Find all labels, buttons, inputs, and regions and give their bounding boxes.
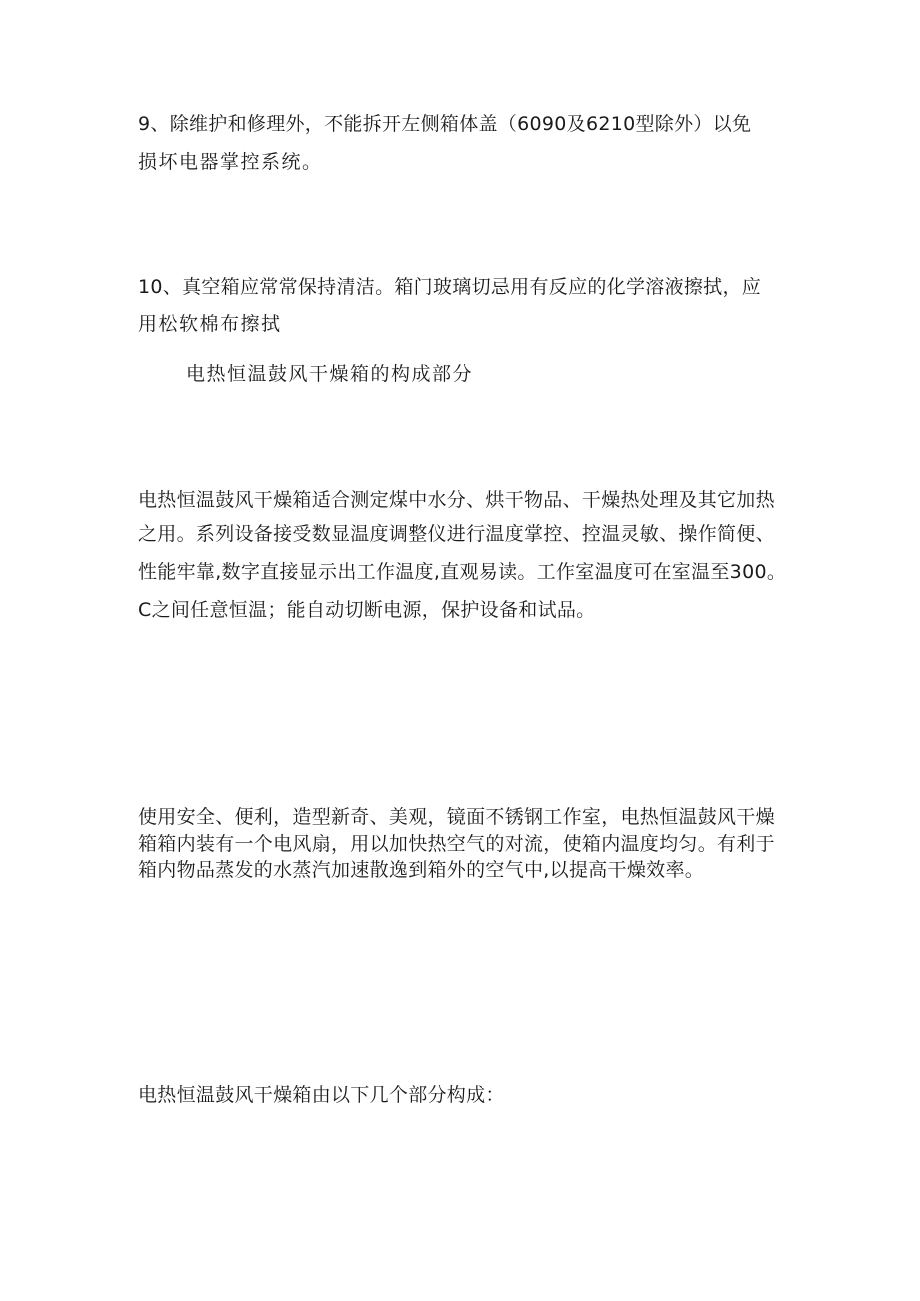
- text-line: C之间任意恒温；能自动切断电源，保护设备和试品。: [138, 599, 596, 621]
- text-line: 使用安全、便利，造型新奇、美观，镜面不锈钢工作室，电热恒温鼓风干燥: [138, 806, 775, 828]
- text-line: 9、除维护和修理外，不能拆开左侧箱体盖（6090及6210型除外）以免: [138, 113, 752, 135]
- text-line: 电热恒温鼓风干燥箱由以下几个部分构成：: [138, 1084, 505, 1106]
- section-heading: 电热恒温鼓风干燥箱的构成部分: [186, 363, 474, 385]
- text-line: 箱箱内装有一个电风扇，用以加快热空气的对流，使箱内温度均匀。有利于: [138, 833, 775, 855]
- text-line: 损坏电器掌控系统。: [138, 151, 323, 173]
- text-line: 10、真空箱应常常保持清洁。箱门玻璃切忌用有反应的化学溶液擦拭，应: [138, 276, 762, 298]
- text-line: 箱内物品蒸发的水蒸汽加速散逸到箱外的空气中,以提高干燥效率。: [138, 859, 705, 881]
- text-line: 性能牢靠,数字直接显示出工作温度,直观易读。工作室温度可在室温至300。: [138, 561, 787, 583]
- text-line: 之用。系列设备接受数显温度调整仪进行温度掌控、控温灵敏、操作简便、: [138, 523, 775, 545]
- text-line: 电热恒温鼓风干燥箱适合测定煤中水分、烘干物品、干燥热处理及其它加热: [138, 489, 775, 511]
- text-line: 用松软棉布擦拭: [138, 313, 282, 335]
